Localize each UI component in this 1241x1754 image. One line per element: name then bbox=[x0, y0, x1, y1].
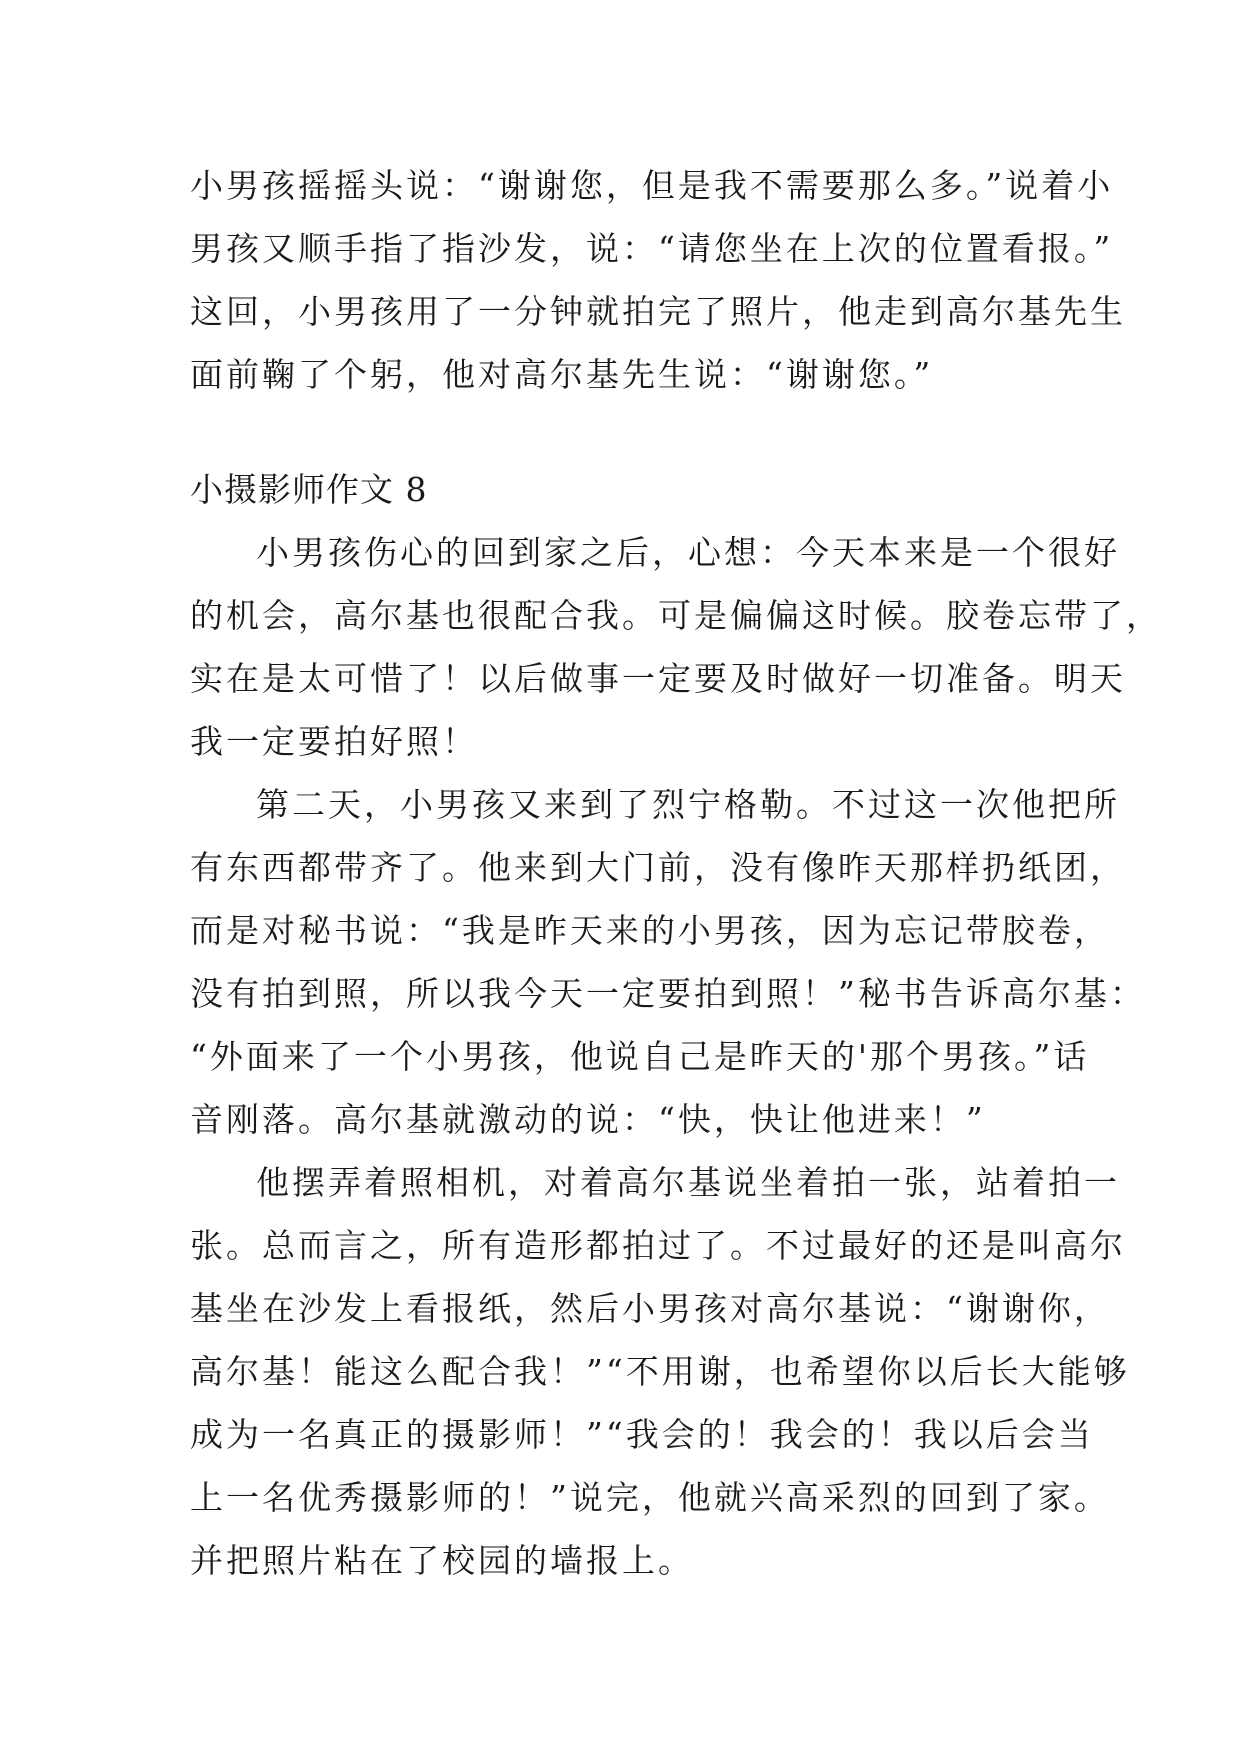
paragraph-line: 上一名优秀摄影师的！”说完，他就兴高采烈的回到了家。 bbox=[190, 1478, 1110, 1517]
intro-line: 这回，小男孩用了一分钟就拍完了照片，他走到高尔基先生 bbox=[190, 292, 1126, 331]
paragraph-line: 的机会，高尔基也很配合我。可是偏偏这时候。胶卷忘带了， bbox=[190, 596, 1162, 635]
section-title: 小摄影师作文 8 bbox=[190, 470, 428, 509]
paragraph-line: 高尔基！能这么配合我！”“不用谢，也希望你以后长大能够 bbox=[190, 1352, 1130, 1391]
paragraph-line: 实在是太可惜了！以后做事一定要及时做好一切准备。明天 bbox=[190, 659, 1126, 698]
paragraph-line: “外面来了一个小男孩，他说自己是昨天的'那个男孩。”话 bbox=[190, 1037, 1090, 1076]
intro-line: 男孩又顺手指了指沙发，说：“请您坐在上次的位置看报。” bbox=[190, 229, 1114, 268]
paragraph-line: 我一定要拍好照！ bbox=[190, 722, 478, 761]
paragraph-line: 而是对秘书说：“我是昨天来的小男孩，因为忘记带胶卷， bbox=[190, 911, 1110, 950]
paragraph-line: 并把照片粘在了校园的墙报上。 bbox=[190, 1541, 694, 1580]
paragraph-line: 张。总而言之，所有造形都拍过了。不过最好的还是叫高尔 bbox=[190, 1226, 1126, 1265]
paragraph-line: 音刚落。高尔基就激动的说：“快，快让他进来！” bbox=[190, 1100, 986, 1139]
paragraph-line: 他摆弄着照相机，对着高尔基说坐着拍一张，站着拍一 bbox=[256, 1163, 1120, 1202]
paragraph-line: 小男孩伤心的回到家之后，心想：今天本来是一个很好 bbox=[256, 533, 1120, 572]
paragraph-line: 有东西都带齐了。他来到大门前，没有像昨天那样扔纸团， bbox=[190, 848, 1126, 887]
paragraph-line: 第二天，小男孩又来到了烈宁格勒。不过这一次他把所 bbox=[256, 785, 1120, 824]
intro-line: 小男孩摇摇头说：“谢谢您，但是我不需要那么多。”说着小 bbox=[190, 166, 1114, 205]
paragraph-line: 基坐在沙发上看报纸，然后小男孩对高尔基说：“谢谢你， bbox=[190, 1289, 1110, 1328]
paragraph-line: 成为一名真正的摄影师！”“我会的！我会的！我以后会当 bbox=[190, 1415, 1094, 1454]
paragraph-line: 没有拍到照，所以我今天一定要拍到照！”秘书告诉高尔基： bbox=[190, 974, 1146, 1013]
intro-line: 面前鞠了个躬，他对高尔基先生说：“谢谢您。” bbox=[190, 355, 934, 394]
